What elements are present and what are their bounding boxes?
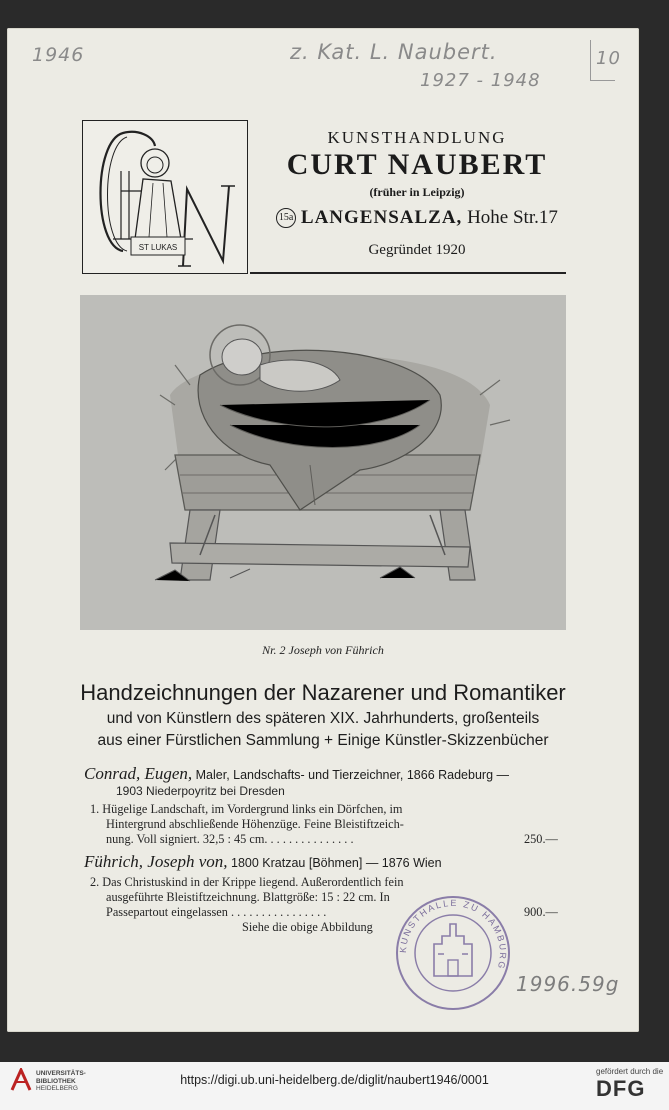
artist-name: Führich, Joseph von,: [84, 852, 228, 871]
header-rule: [250, 272, 566, 274]
item-note: Siehe die obige Abbildung: [242, 920, 373, 934]
number-bracket: [590, 40, 615, 81]
street-name: Hohe Str.17: [467, 207, 558, 228]
stamp-seal: [394, 894, 512, 1012]
handwritten-year: 1946: [32, 44, 85, 66]
artist-bio: 1800 Kratzau [Böhmen] — 1876 Wien: [231, 856, 442, 870]
artist-bio-cont: 1903 Niederpoyritz bei Dresden: [116, 784, 285, 798]
christ-child-drawing: [80, 295, 566, 630]
item-line: Hintergrund abschließende Höhenzüge. Feine Bleistiftzeich-: [106, 817, 404, 831]
library-name-line: HEIDELBERG: [36, 1085, 78, 1092]
museum-stamp: [394, 894, 512, 1012]
item-price: 250.—: [524, 832, 558, 846]
illustration-caption: Nr. 2 Joseph von Führich: [262, 643, 384, 657]
handwritten-catalog-note: z. Kat. L. Naubert.: [290, 40, 498, 64]
item-line: nung. Voll signiert. 32,5 : 45 cm. . . . . . . . . . . . . . .: [106, 832, 354, 846]
manger-illustration: [80, 295, 566, 630]
catalog-subtitle-2: aus einer Fürstlichen Sammlung + Einige Künstler-Skizzenbücher: [97, 732, 549, 749]
catalog-subtitle-1: und von Künstlern des späteren XIX. Jahrhunderts, großenteils: [106, 710, 540, 727]
artist-conrad: [84, 764, 509, 784]
library-name-line: BIBLIOTHEK: [36, 1077, 76, 1085]
item-line: ausgeführte Bleistiftzeichnung. Blattgröße: 15 : 22 cm. In: [106, 890, 390, 904]
handwritten-shelf-mark: 1996.59g: [516, 972, 620, 996]
handwritten-years: 1927 - 1948: [420, 70, 541, 91]
formerly-note: (früher in Leipzig): [369, 185, 465, 199]
permalink-url[interactable]: https://digi.ub.uni-heidelberg.de/diglit/naubert1946/0001: [180, 1073, 489, 1087]
badge-number: 15a: [276, 208, 296, 228]
logo-label: ST LUKAS: [138, 243, 178, 252]
item-line: 1. Hügelige Landschaft, im Vordergrund links ein Dörfchen, im: [90, 802, 403, 816]
company-name: CURT NAUBERT: [286, 148, 548, 181]
header-line1: KUNSTHANDLUNG: [327, 128, 507, 147]
artist-fuehrich: [84, 852, 442, 872]
st-lukas-logo: [82, 120, 248, 274]
stamp-text: KUNSTHALLE ZU HAMBURG: [397, 897, 509, 972]
logo-illustration: [83, 121, 246, 272]
founded-line: Gegründet 1920: [368, 242, 466, 258]
item-line: Passepartout eingelassen . . . . . . . . . . . . . . . .: [106, 905, 327, 919]
artist-name: Conrad, Eugen,: [84, 764, 193, 783]
handwritten-number: 10: [596, 48, 621, 69]
sponsor-note: gefördert durch die: [596, 1067, 664, 1076]
address-line: [252, 207, 582, 229]
item-line: 2. Das Christuskind in der Krippe liegend. Außerordentlich fein: [90, 875, 404, 889]
item-price: 900.—: [524, 905, 558, 919]
catalog-title: Handzeichnungen der Nazarener und Romantiker: [80, 680, 566, 705]
artist-bio: Maler, Landschafts- und Tierzeichner, 1866 Radeburg —: [195, 768, 510, 782]
library-name-line: UNIVERSITÄTS-: [36, 1070, 86, 1077]
city-name: LANGENSALZA,: [300, 207, 463, 228]
dfg-logo: DFG: [596, 1076, 646, 1101]
